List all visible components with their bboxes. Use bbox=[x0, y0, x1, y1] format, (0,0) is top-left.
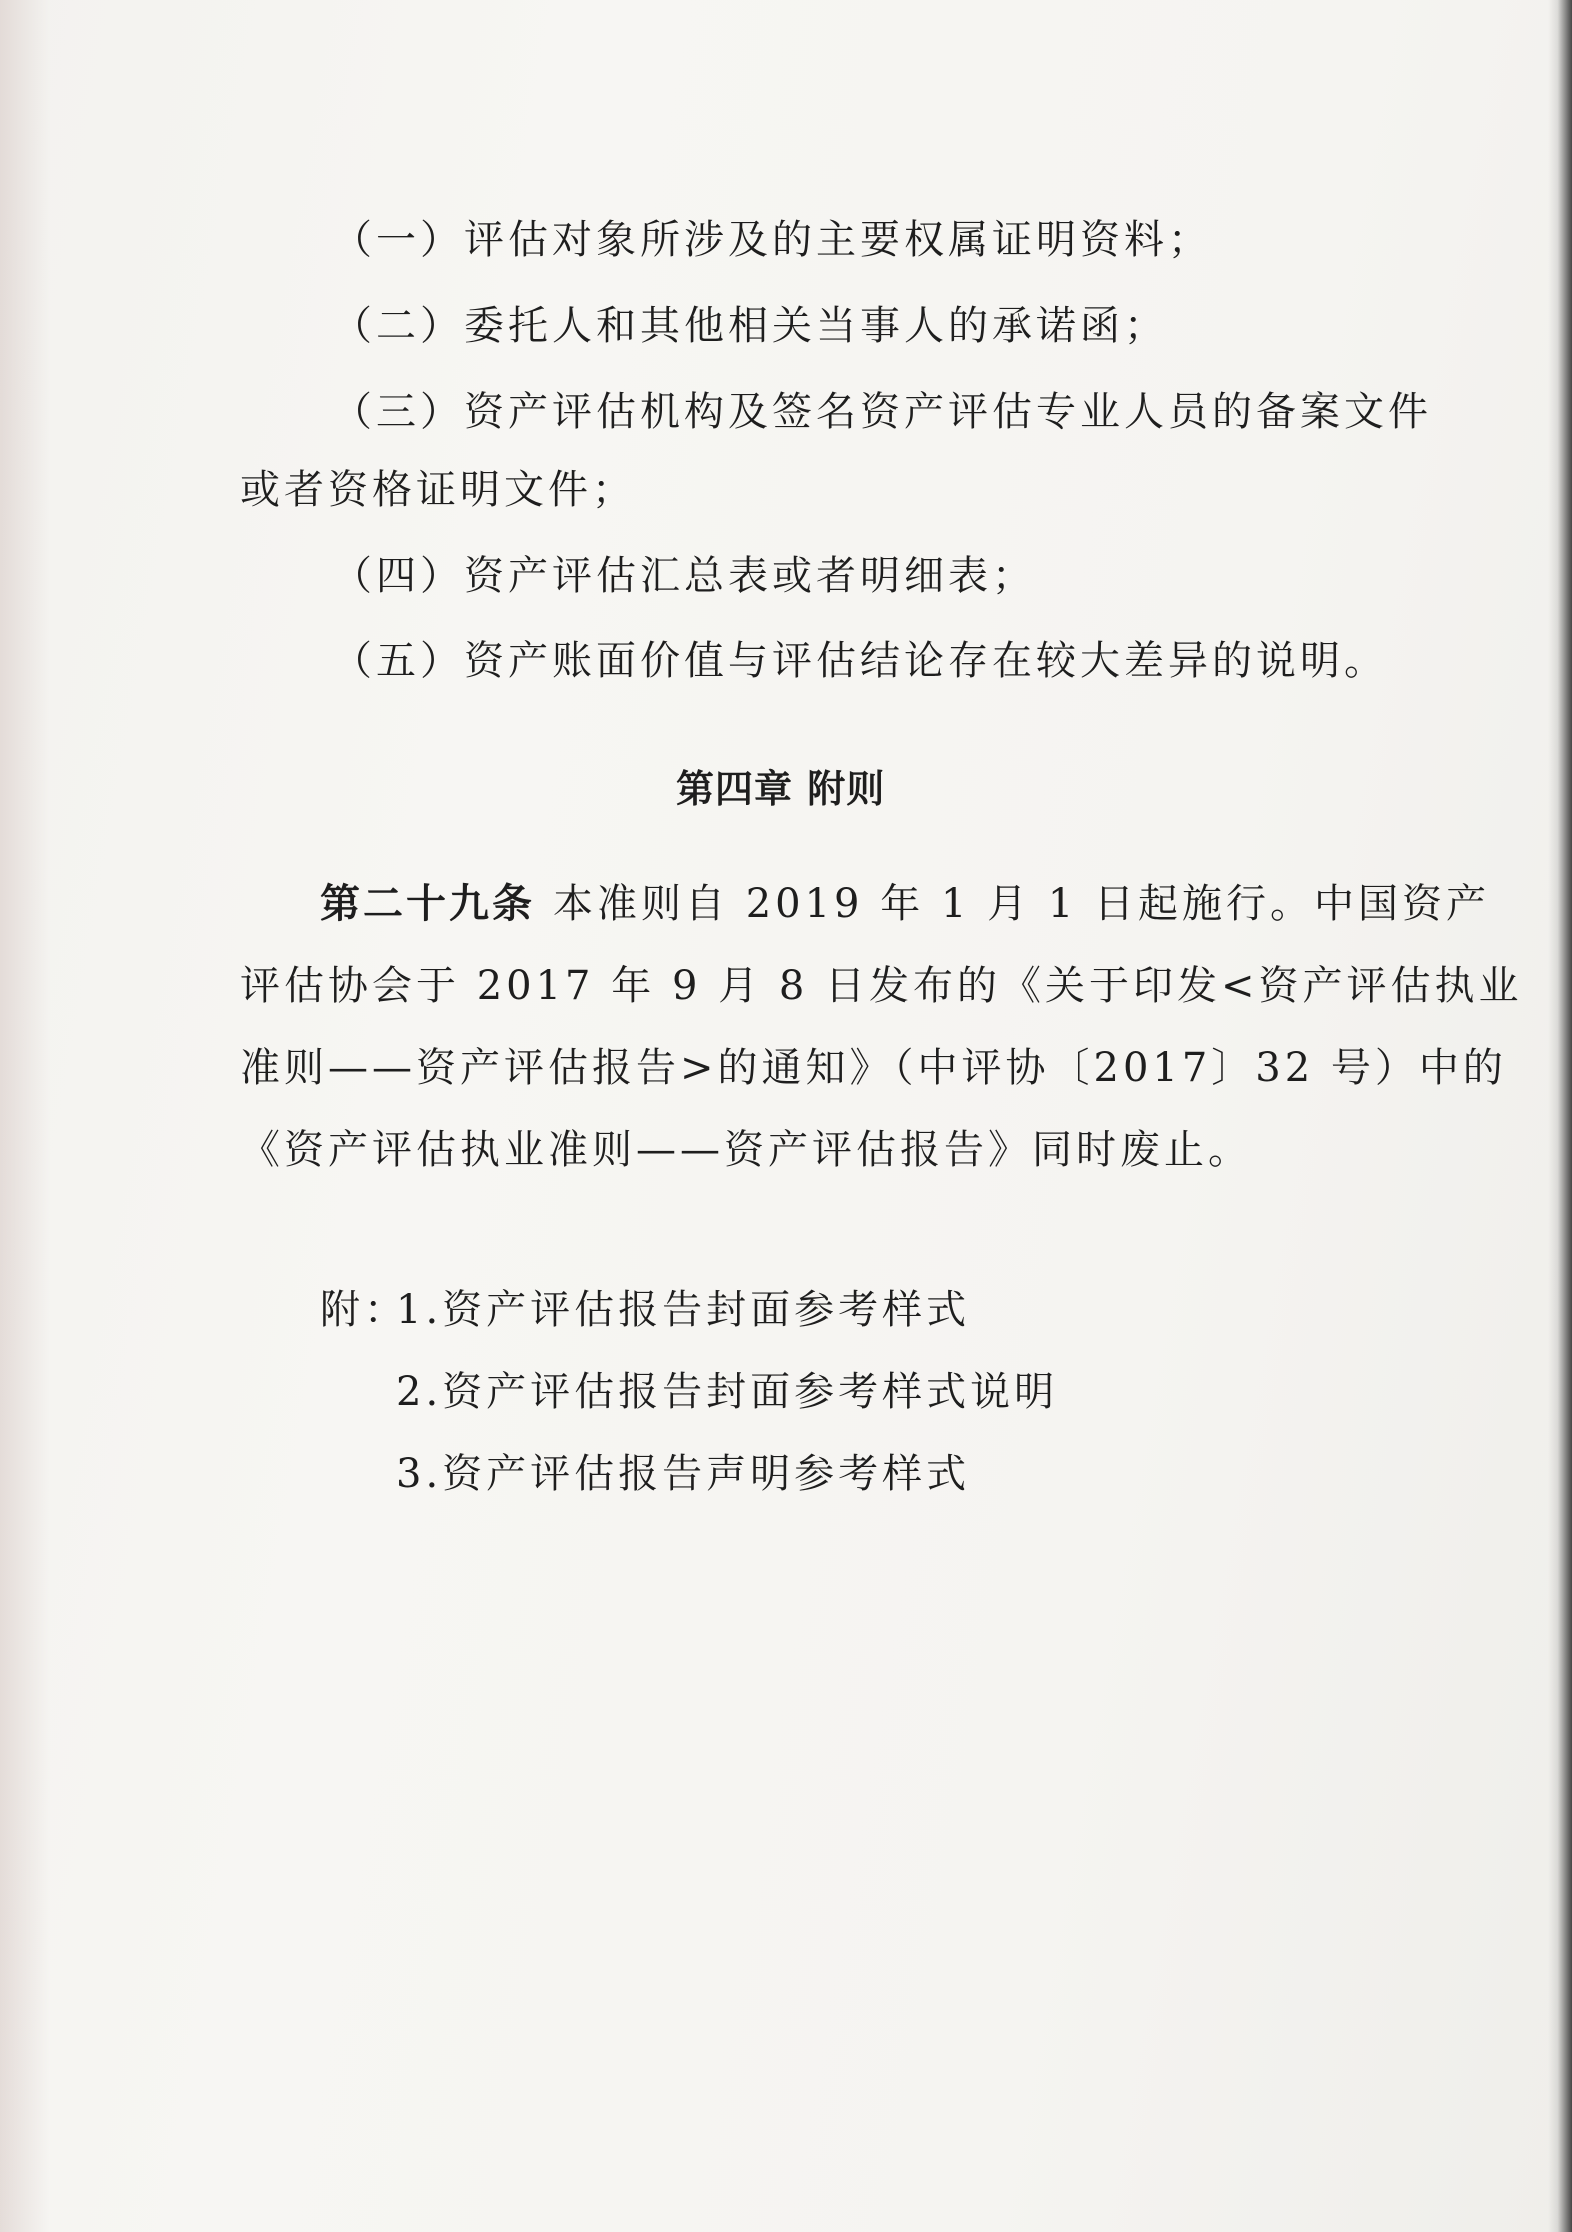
page-edge-left bbox=[0, 0, 50, 2232]
article-first-line bbox=[320, 876, 1490, 932]
attachments-label: 附： bbox=[320, 1287, 408, 1333]
item-4: （四）资产评估汇总表或者明细表； bbox=[332, 553, 1036, 599]
item-3-continued: 或者资格证明文件； bbox=[240, 467, 636, 513]
article-line-1: 本准则自 2019 年 1 月 1 日起施行。中国资产 bbox=[553, 881, 1490, 927]
article-line-3: 准则——资产评估报告>的通知》（中评协〔2017〕32 号）中的 bbox=[240, 1045, 1507, 1091]
article-line-4: 《资产评估执业准则——资产评估报告》同时废止。 bbox=[240, 1127, 1252, 1173]
item-2: （二）委托人和其他相关当事人的承诺函； bbox=[332, 303, 1168, 349]
attachment-1: 1.资产评估报告封面参考样式 bbox=[396, 1287, 971, 1333]
attachment-3: 3.资产评估报告声明参考样式 bbox=[396, 1451, 971, 1497]
item-1: （一）评估对象所涉及的主要权属证明资料； bbox=[332, 217, 1212, 263]
item-3: （三）资产评估机构及签名资产评估专业人员的备案文件 bbox=[332, 389, 1432, 435]
item-5: （五）资产账面价值与评估结论存在较大差异的说明。 bbox=[332, 638, 1388, 684]
article-line-2: 评估协会于 2017 年 9 月 8 日发布的《关于印发<资产评估执业 bbox=[240, 963, 1523, 1009]
article-label: 第二十九条 bbox=[320, 881, 535, 927]
chapter-heading: 第四章 附则 bbox=[676, 767, 886, 811]
page-edge-right bbox=[1548, 0, 1572, 2232]
attachment-2: 2.资产评估报告封面参考样式说明 bbox=[396, 1369, 1059, 1415]
